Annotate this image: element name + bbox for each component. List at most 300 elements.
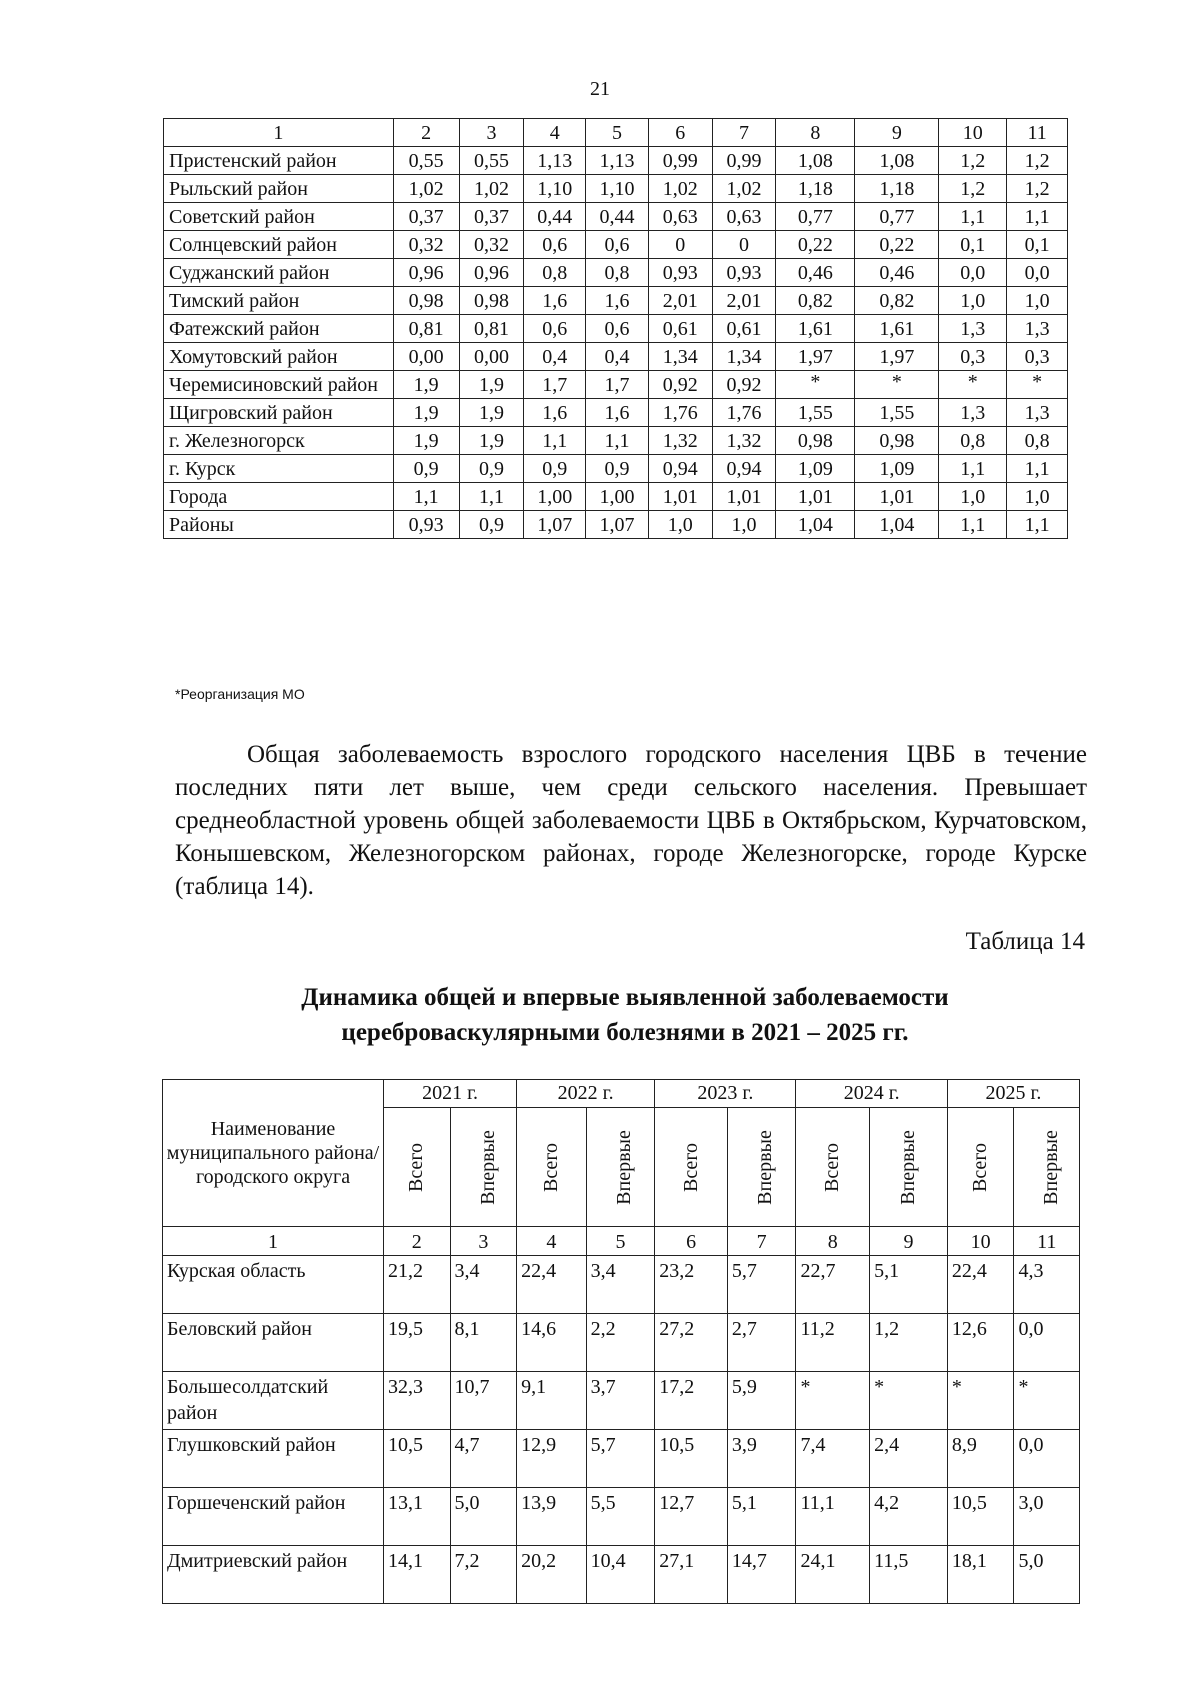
value-cell: 0,4 bbox=[524, 343, 586, 371]
district-name: Тимский район bbox=[164, 287, 394, 315]
value-cell: 1,9 bbox=[459, 371, 524, 399]
value-cell: 0 bbox=[648, 231, 712, 259]
year-header: 2023 г. bbox=[655, 1080, 796, 1108]
value-cell: 0,82 bbox=[776, 287, 855, 315]
value-cell: 10,5 bbox=[947, 1488, 1014, 1546]
value-cell: 1,9 bbox=[393, 371, 459, 399]
value-cell: 5,7 bbox=[586, 1430, 655, 1488]
value-cell: 1,07 bbox=[524, 511, 586, 539]
value-cell: 5,0 bbox=[1014, 1546, 1080, 1604]
district-name: Горшеченский район bbox=[163, 1488, 384, 1546]
value-cell: 1,61 bbox=[855, 315, 939, 343]
value-cell: 1,1 bbox=[586, 427, 649, 455]
value-cell: 0,9 bbox=[586, 455, 649, 483]
value-cell: 0,9 bbox=[459, 511, 524, 539]
total-header bbox=[384, 1108, 451, 1227]
value-cell: 1,1 bbox=[1007, 203, 1068, 231]
value-cell: 0,77 bbox=[855, 203, 939, 231]
value-cell: 0,81 bbox=[459, 315, 524, 343]
value-cell: 1,02 bbox=[459, 175, 524, 203]
value-cell: 0,0 bbox=[939, 259, 1007, 287]
column-number: 4 bbox=[517, 1227, 587, 1256]
body-paragraph: Общая заболеваемость взрослого городского населения ЦВБ в течение последних пяти лет выше, чем среди сельского населения. Превышает среднеобластной уровень общей заболеваемости ЦВБ в Октябрьском, Курчатовском, Конышевском, Железногорском районах, городе Железногорске, городе Курске (таблица 14). bbox=[175, 741, 1087, 900]
table-row bbox=[164, 483, 1068, 511]
value-cell: 0,37 bbox=[459, 203, 524, 231]
value-cell: 1,04 bbox=[855, 511, 939, 539]
value-cell: 0,93 bbox=[648, 259, 712, 287]
district-name: Щигровский район bbox=[164, 399, 394, 427]
value-cell: 0,6 bbox=[524, 231, 586, 259]
table1-header-cell: 11 bbox=[1007, 119, 1068, 147]
value-cell: 1,76 bbox=[648, 399, 712, 427]
value-cell: 0,3 bbox=[939, 343, 1007, 371]
year-header: 2025 г. bbox=[947, 1080, 1079, 1108]
value-cell: 1,2 bbox=[1007, 147, 1068, 175]
value-cell: 0,9 bbox=[459, 455, 524, 483]
value-cell: 1,2 bbox=[1007, 175, 1068, 203]
value-cell: 1,01 bbox=[712, 483, 776, 511]
total-label: Всего bbox=[539, 1142, 562, 1192]
district-name: г. Курск bbox=[164, 455, 394, 483]
value-cell: 20,2 bbox=[517, 1546, 587, 1604]
value-cell: * bbox=[939, 371, 1007, 399]
value-cell: 0 bbox=[712, 231, 776, 259]
value-cell: 1,34 bbox=[648, 343, 712, 371]
value-cell: 2,01 bbox=[712, 287, 776, 315]
page-number: 21 bbox=[590, 78, 610, 100]
value-cell: 0,98 bbox=[855, 427, 939, 455]
table1-header-row bbox=[164, 119, 1068, 147]
value-cell: 0,8 bbox=[1007, 427, 1068, 455]
table1-header-cell: 3 bbox=[459, 119, 524, 147]
district-name: Глушковский район bbox=[163, 1430, 384, 1488]
value-cell: * bbox=[1007, 371, 1068, 399]
value-cell: 3,4 bbox=[450, 1256, 517, 1314]
value-cell: 0,94 bbox=[712, 455, 776, 483]
value-cell: 1,10 bbox=[524, 175, 586, 203]
value-cell: 0,61 bbox=[712, 315, 776, 343]
value-cell: 0,92 bbox=[648, 371, 712, 399]
table-row bbox=[164, 147, 1068, 175]
table-row bbox=[164, 371, 1068, 399]
column-number: 2 bbox=[384, 1227, 451, 1256]
table1-header-cell: 9 bbox=[855, 119, 939, 147]
district-name: Черемисиновский район bbox=[164, 371, 394, 399]
table-row bbox=[163, 1372, 1080, 1430]
total-label: Всего bbox=[969, 1142, 992, 1192]
column-number: 1 bbox=[163, 1227, 384, 1256]
value-cell: 23,2 bbox=[655, 1256, 728, 1314]
value-cell: 1,13 bbox=[524, 147, 586, 175]
value-cell: 1,18 bbox=[776, 175, 855, 203]
value-cell: * bbox=[855, 371, 939, 399]
value-cell: 0,8 bbox=[586, 259, 649, 287]
value-cell: 32,3 bbox=[384, 1372, 451, 1430]
table1-header-cell: 5 bbox=[586, 119, 649, 147]
table1-header-cell: 6 bbox=[648, 119, 712, 147]
value-cell: 2,2 bbox=[586, 1314, 655, 1372]
value-cell: 5,0 bbox=[450, 1488, 517, 1546]
column-number: 3 bbox=[450, 1227, 517, 1256]
value-cell: * bbox=[870, 1372, 948, 1430]
value-cell: 22,4 bbox=[517, 1256, 587, 1314]
table-row bbox=[164, 511, 1068, 539]
value-cell: 1,0 bbox=[939, 483, 1007, 511]
value-cell: 1,2 bbox=[939, 147, 1007, 175]
district-name: Районы bbox=[164, 511, 394, 539]
value-cell: 1,3 bbox=[939, 399, 1007, 427]
table-title-line-1: Динамика общей и впервые выявленной заболеваемости bbox=[301, 984, 949, 1011]
value-cell: 1,97 bbox=[855, 343, 939, 371]
value-cell: 0,46 bbox=[855, 259, 939, 287]
district-name: Солнцевский район bbox=[164, 231, 394, 259]
first-time-header bbox=[450, 1108, 517, 1227]
district-name: Хомутовский район bbox=[164, 343, 394, 371]
table-row bbox=[163, 1488, 1080, 1546]
value-cell: 1,0 bbox=[1007, 483, 1068, 511]
value-cell: 3,9 bbox=[727, 1430, 796, 1488]
year-header-row bbox=[163, 1080, 1080, 1108]
value-cell: * bbox=[796, 1372, 870, 1430]
first-time-label: Впервые bbox=[1040, 1129, 1063, 1205]
value-cell: 0,63 bbox=[648, 203, 712, 231]
year-header: 2021 г. bbox=[384, 1080, 517, 1108]
value-cell: 0,55 bbox=[459, 147, 524, 175]
value-cell: 0,3 bbox=[1007, 343, 1068, 371]
value-cell: 5,7 bbox=[727, 1256, 796, 1314]
value-cell: 12,6 bbox=[947, 1314, 1014, 1372]
first-time-label: Впервые bbox=[612, 1129, 635, 1205]
value-cell: 1,9 bbox=[459, 427, 524, 455]
value-cell: * bbox=[776, 371, 855, 399]
value-cell: 4,3 bbox=[1014, 1256, 1080, 1314]
value-cell: 1,3 bbox=[1007, 315, 1068, 343]
value-cell: 1,1 bbox=[939, 203, 1007, 231]
value-cell: 1,1 bbox=[393, 483, 459, 511]
table1-header-cell: 10 bbox=[939, 119, 1007, 147]
value-cell: 1,18 bbox=[855, 175, 939, 203]
total-label: Всего bbox=[679, 1142, 702, 1192]
value-cell: 14,6 bbox=[517, 1314, 587, 1372]
value-cell: 0,00 bbox=[393, 343, 459, 371]
value-cell: 0,32 bbox=[393, 231, 459, 259]
district-column-header: Наименование муниципального района/городского округа bbox=[163, 1080, 384, 1227]
value-cell: 0,92 bbox=[712, 371, 776, 399]
value-cell: * bbox=[947, 1372, 1014, 1430]
value-cell: 1,0 bbox=[712, 511, 776, 539]
value-cell: 19,5 bbox=[384, 1314, 451, 1372]
district-name: Рыльский район bbox=[164, 175, 394, 203]
district-name: Советский район bbox=[164, 203, 394, 231]
value-cell: 3,7 bbox=[586, 1372, 655, 1430]
total-header bbox=[517, 1108, 587, 1227]
table1-header-cell: 2 bbox=[393, 119, 459, 147]
value-cell: 4,2 bbox=[870, 1488, 948, 1546]
value-cell: 1,09 bbox=[776, 455, 855, 483]
value-cell: 0,98 bbox=[459, 287, 524, 315]
table-row bbox=[164, 287, 1068, 315]
value-cell: 1,1 bbox=[524, 427, 586, 455]
column-number: 8 bbox=[796, 1227, 870, 1256]
column-number: 6 bbox=[655, 1227, 728, 1256]
value-cell: 0,4 bbox=[586, 343, 649, 371]
table1-header-cell: 4 bbox=[524, 119, 586, 147]
value-cell: 0,94 bbox=[648, 455, 712, 483]
value-cell: 0,8 bbox=[524, 259, 586, 287]
value-cell: 2,7 bbox=[727, 1314, 796, 1372]
table-row bbox=[164, 399, 1068, 427]
district-name: Большесолдатский район bbox=[163, 1372, 384, 1430]
value-cell: 1,2 bbox=[939, 175, 1007, 203]
value-cell: 1,1 bbox=[939, 455, 1007, 483]
value-cell: 1,7 bbox=[524, 371, 586, 399]
value-cell: 0,22 bbox=[776, 231, 855, 259]
column-number: 7 bbox=[727, 1227, 796, 1256]
value-cell: 0,93 bbox=[712, 259, 776, 287]
value-cell: 0,96 bbox=[393, 259, 459, 287]
value-cell: 0,6 bbox=[524, 315, 586, 343]
column-number-row bbox=[163, 1227, 1080, 1256]
value-cell: 1,0 bbox=[1007, 287, 1068, 315]
table-row bbox=[164, 231, 1068, 259]
value-cell: 11,1 bbox=[796, 1488, 870, 1546]
value-cell: 1,02 bbox=[648, 175, 712, 203]
value-cell: 2,01 bbox=[648, 287, 712, 315]
value-cell: 1,6 bbox=[524, 399, 586, 427]
value-cell: 0,99 bbox=[648, 147, 712, 175]
value-cell: 1,9 bbox=[393, 399, 459, 427]
value-cell: 27,2 bbox=[655, 1314, 728, 1372]
value-cell: 0,22 bbox=[855, 231, 939, 259]
district-name: Курская область bbox=[163, 1256, 384, 1314]
value-cell: 0,9 bbox=[524, 455, 586, 483]
value-cell: 1,3 bbox=[1007, 399, 1068, 427]
table-label: Таблица 14 bbox=[965, 928, 1085, 955]
value-cell: 1,9 bbox=[459, 399, 524, 427]
value-cell: 1,9 bbox=[393, 427, 459, 455]
value-cell: 0,6 bbox=[586, 315, 649, 343]
district-name: Фатежский район bbox=[164, 315, 394, 343]
table-row bbox=[164, 427, 1068, 455]
value-cell: 0,6 bbox=[586, 231, 649, 259]
column-number: 9 bbox=[870, 1227, 948, 1256]
value-cell: 5,1 bbox=[727, 1488, 796, 1546]
value-cell: 0,1 bbox=[1007, 231, 1068, 259]
value-cell: 0,0 bbox=[1014, 1430, 1080, 1488]
total-header bbox=[796, 1108, 870, 1227]
value-cell: 10,4 bbox=[586, 1546, 655, 1604]
value-cell: 1,04 bbox=[776, 511, 855, 539]
column-number: 11 bbox=[1014, 1227, 1080, 1256]
value-cell: 0,00 bbox=[459, 343, 524, 371]
table-row bbox=[164, 175, 1068, 203]
value-cell: 1,1 bbox=[1007, 455, 1068, 483]
value-cell: 1,76 bbox=[712, 399, 776, 427]
table1-header-cell: 7 bbox=[712, 119, 776, 147]
value-cell: 8,9 bbox=[947, 1430, 1014, 1488]
value-cell: 1,01 bbox=[648, 483, 712, 511]
value-cell: 0,0 bbox=[1014, 1314, 1080, 1372]
value-cell: 1,00 bbox=[586, 483, 649, 511]
value-cell: 1,6 bbox=[586, 399, 649, 427]
value-cell: 0,32 bbox=[459, 231, 524, 259]
value-cell: 10,7 bbox=[450, 1372, 517, 1430]
value-cell: 1,09 bbox=[855, 455, 939, 483]
value-cell: 0,98 bbox=[393, 287, 459, 315]
value-cell: 22,7 bbox=[796, 1256, 870, 1314]
value-cell: 0,93 bbox=[393, 511, 459, 539]
value-cell: 1,32 bbox=[712, 427, 776, 455]
first-time-header bbox=[586, 1108, 655, 1227]
value-cell: 0,1 bbox=[939, 231, 1007, 259]
footnote: *Реорганизация МО bbox=[175, 686, 305, 702]
value-cell: 1,02 bbox=[712, 175, 776, 203]
value-cell: 12,7 bbox=[655, 1488, 728, 1546]
value-cell: 0,99 bbox=[712, 147, 776, 175]
first-time-header bbox=[1014, 1108, 1080, 1227]
table-row bbox=[164, 203, 1068, 231]
table-row bbox=[164, 343, 1068, 371]
value-cell: 0,63 bbox=[712, 203, 776, 231]
value-cell: 1,02 bbox=[393, 175, 459, 203]
cerebrovascular-table bbox=[162, 1079, 1080, 1604]
value-cell: 17,2 bbox=[655, 1372, 728, 1430]
value-cell: 0,44 bbox=[524, 203, 586, 231]
table-title-line-2: цереброваскулярными болезнями в 2021 – 2025 гг. bbox=[341, 1019, 909, 1046]
value-cell: 10,5 bbox=[655, 1430, 728, 1488]
value-cell: 1,13 bbox=[586, 147, 649, 175]
first-time-label: Впервые bbox=[753, 1129, 776, 1205]
value-cell: 0,55 bbox=[393, 147, 459, 175]
year-header: 2022 г. bbox=[517, 1080, 655, 1108]
value-cell: 14,1 bbox=[384, 1546, 451, 1604]
value-cell: 5,5 bbox=[586, 1488, 655, 1546]
value-cell: 1,01 bbox=[855, 483, 939, 511]
value-cell: 0,98 bbox=[776, 427, 855, 455]
value-cell: 1,08 bbox=[776, 147, 855, 175]
value-cell: 1,7 bbox=[586, 371, 649, 399]
value-cell: 0,77 bbox=[776, 203, 855, 231]
table1-header-cell: 1 bbox=[164, 119, 394, 147]
value-cell: 24,1 bbox=[796, 1546, 870, 1604]
total-header bbox=[655, 1108, 728, 1227]
first-time-header bbox=[727, 1108, 796, 1227]
value-cell: 0,44 bbox=[586, 203, 649, 231]
total-label: Всего bbox=[405, 1142, 428, 1192]
value-cell: 0,61 bbox=[648, 315, 712, 343]
value-cell: 0,8 bbox=[939, 427, 1007, 455]
value-cell: 1,10 bbox=[586, 175, 649, 203]
value-cell: 1,1 bbox=[1007, 511, 1068, 539]
value-cell: 5,9 bbox=[727, 1372, 796, 1430]
value-cell: 10,5 bbox=[384, 1430, 451, 1488]
table1-header-cell: 8 bbox=[776, 119, 855, 147]
table-row bbox=[164, 455, 1068, 483]
value-cell: 12,9 bbox=[517, 1430, 587, 1488]
year-header: 2024 г. bbox=[796, 1080, 947, 1108]
value-cell: 1,0 bbox=[648, 511, 712, 539]
value-cell: 3,4 bbox=[586, 1256, 655, 1314]
value-cell: 1,1 bbox=[939, 511, 1007, 539]
value-cell: 1,55 bbox=[776, 399, 855, 427]
value-cell: 1,34 bbox=[712, 343, 776, 371]
value-cell: 4,7 bbox=[450, 1430, 517, 1488]
value-cell: 1,2 bbox=[870, 1314, 948, 1372]
value-cell: 0,81 bbox=[393, 315, 459, 343]
table-row bbox=[163, 1546, 1080, 1604]
value-cell: 1,97 bbox=[776, 343, 855, 371]
value-cell: 1,55 bbox=[855, 399, 939, 427]
value-cell: 13,9 bbox=[517, 1488, 587, 1546]
value-cell: 1,08 bbox=[855, 147, 939, 175]
first-time-header bbox=[870, 1108, 948, 1227]
value-cell: 22,4 bbox=[947, 1256, 1014, 1314]
table-row bbox=[163, 1256, 1080, 1314]
value-cell: 11,2 bbox=[796, 1314, 870, 1372]
table-row bbox=[164, 259, 1068, 287]
district-name: Беловский район bbox=[163, 1314, 384, 1372]
value-cell: 7,2 bbox=[450, 1546, 517, 1604]
value-cell: 0,9 bbox=[393, 455, 459, 483]
value-cell: 1,1 bbox=[459, 483, 524, 511]
value-cell: 1,07 bbox=[586, 511, 649, 539]
value-cell: 1,3 bbox=[939, 315, 1007, 343]
value-cell: 14,7 bbox=[727, 1546, 796, 1604]
value-cell: 0,82 bbox=[855, 287, 939, 315]
table-row bbox=[163, 1314, 1080, 1372]
value-cell: 18,1 bbox=[947, 1546, 1014, 1604]
value-cell: 2,4 bbox=[870, 1430, 948, 1488]
value-cell: 7,4 bbox=[796, 1430, 870, 1488]
value-cell: 1,61 bbox=[776, 315, 855, 343]
table-row bbox=[164, 315, 1068, 343]
value-cell: 13,1 bbox=[384, 1488, 451, 1546]
table-row bbox=[163, 1430, 1080, 1488]
value-cell: 0,46 bbox=[776, 259, 855, 287]
district-name: Дмитриевский район bbox=[163, 1546, 384, 1604]
value-cell: 9,1 bbox=[517, 1372, 587, 1430]
value-cell: 27,1 bbox=[655, 1546, 728, 1604]
value-cell: 0,0 bbox=[1007, 259, 1068, 287]
district-name: Суджанский район bbox=[164, 259, 394, 287]
value-cell: 3,0 bbox=[1014, 1488, 1080, 1546]
district-name: Пристенский район bbox=[164, 147, 394, 175]
value-cell: 0,37 bbox=[393, 203, 459, 231]
table-title bbox=[160, 980, 1090, 1050]
total-label: Всего bbox=[821, 1142, 844, 1192]
value-cell: 21,2 bbox=[384, 1256, 451, 1314]
district-name: г. Железногорск bbox=[164, 427, 394, 455]
value-cell: 11,5 bbox=[870, 1546, 948, 1604]
value-cell: 1,01 bbox=[776, 483, 855, 511]
value-cell: 5,1 bbox=[870, 1256, 948, 1314]
value-cell: 1,6 bbox=[524, 287, 586, 315]
value-cell: * bbox=[1014, 1372, 1080, 1430]
value-cell: 1,32 bbox=[648, 427, 712, 455]
value-cell: 1,00 bbox=[524, 483, 586, 511]
value-cell: 1,0 bbox=[939, 287, 1007, 315]
first-time-label: Впервые bbox=[476, 1129, 499, 1205]
value-cell: 8,1 bbox=[450, 1314, 517, 1372]
value-cell: 1,6 bbox=[586, 287, 649, 315]
total-header bbox=[947, 1108, 1014, 1227]
column-number: 10 bbox=[947, 1227, 1014, 1256]
incidence-table-continued bbox=[163, 118, 1068, 539]
value-cell: 0,96 bbox=[459, 259, 524, 287]
column-number: 5 bbox=[586, 1227, 655, 1256]
district-name: Города bbox=[164, 483, 394, 511]
first-time-label: Впервые bbox=[897, 1129, 920, 1205]
